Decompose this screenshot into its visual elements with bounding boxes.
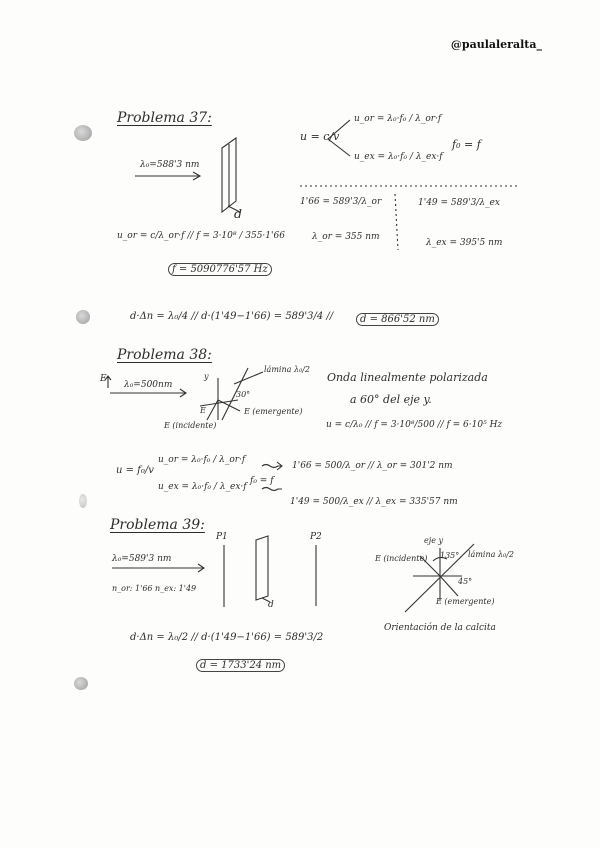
thickness-result-value: d = 1733'24 nm [196,659,285,672]
polarization-angle-description: a 60° del eje y. [350,393,432,406]
phase-velocity-definition: u = c/v [300,130,340,143]
y-axis-label: eje y [424,536,444,545]
extraordinary-wavelength-result: 1'49 = 500/λ_ex // λ_ex = 335'57 nm [290,497,458,507]
frequency-equation: u = c/λ₀ // f = 3·10⁸/500 // f = 6·10⁵ Hz [326,420,503,430]
plate-angle-label: 30° [236,390,251,399]
frequency-result [168,264,272,275]
extraordinary-wavelength-result: λ_ex = 395'5 nm [426,238,503,248]
half-wave-plate-label: lámina λ₀/2 [468,550,514,559]
incident-field-label: E (incidente) [375,554,428,563]
ordinary-velocity-ratio: u_or = λ₀·f₀ / λ_or·f [354,114,442,124]
ordinary-wavelength-result: 1'66 = 500/λ_or // λ_or = 301'2 nm [292,461,453,471]
problem-39-title: Problema 39: [110,517,205,533]
extraordinary-velocity-ratio: u_ex = λ₀·f₀ / λ_ex·f [158,482,247,492]
frequency-equation: u_or = c/λ_or·f // f = 3·10⁸ / 355·1'66 [117,231,285,241]
frequency-result-value: f = 5090776'57 Hz [168,263,272,276]
ordinary-index-equation: 1'66 = 589'3/λ_or [300,197,382,207]
polarizer-2-label: P2 [310,532,322,542]
thickness-result-value: d = 866'52 nm [356,313,439,326]
electric-field-label: E [100,374,107,384]
phase-velocity-definition: u = f₀/v [116,465,154,476]
emergent-field-label: E (emergente) [244,407,303,416]
refractive-indices-label: n_or: 1'66 n_ex: 1'49 [112,584,197,593]
calcite-orientation-caption: Orientación de la calcita [384,623,496,633]
thickness-result [196,660,285,671]
ordinary-wavelength-result: λ_or = 355 nm [312,232,380,242]
emergent-angle-label: 45° [458,577,473,586]
thickness-equation: d·Δn = λ₀/2 // d·(1'49−1'66) = 589'3/2 [130,632,324,643]
wavelength-label: λ₀=588'3 nm [140,160,200,170]
polarizer-1-label: P1 [216,532,228,542]
incident-angle-label: 135° [440,551,460,560]
polarization-description: Onda linealmente polarizada [327,371,488,384]
problem-37-title: Problema 37: [117,110,212,126]
extraordinary-velocity-ratio: u_ex = λ₀·f₀ / λ_ex·f [354,152,443,162]
frequency-equality: f₀ = f [250,476,274,486]
emergent-field-label: E (emergente) [436,597,495,606]
thickness-label: d [234,206,243,221]
thickness-equation: d·Δn = λ₀/4 // d·(1'49−1'66) = 589'3/4 // [130,311,334,322]
extraordinary-index-equation: 1'49 = 589'3/λ_ex [418,198,500,208]
wavelength-label: λ₀=500nm [124,380,173,390]
problem-38-title: Problema 38: [117,347,212,363]
wavelength-label: λ₀=589'3 nm [112,554,172,564]
frequency-equality: f₀ = f [452,138,481,151]
y-axis-label: y [204,372,209,381]
mid-field-label: E [200,406,206,415]
thickness-label: d [268,600,274,610]
half-wave-plate-label: lámina λ₀/2 [264,365,310,374]
thickness-result [356,314,439,325]
incident-field-label: E (incidente) [164,421,217,430]
ordinary-velocity-ratio: u_or = λ₀·f₀ / λ_or·f [158,455,246,465]
author-watermark: @paulaleralta_ [450,38,542,51]
